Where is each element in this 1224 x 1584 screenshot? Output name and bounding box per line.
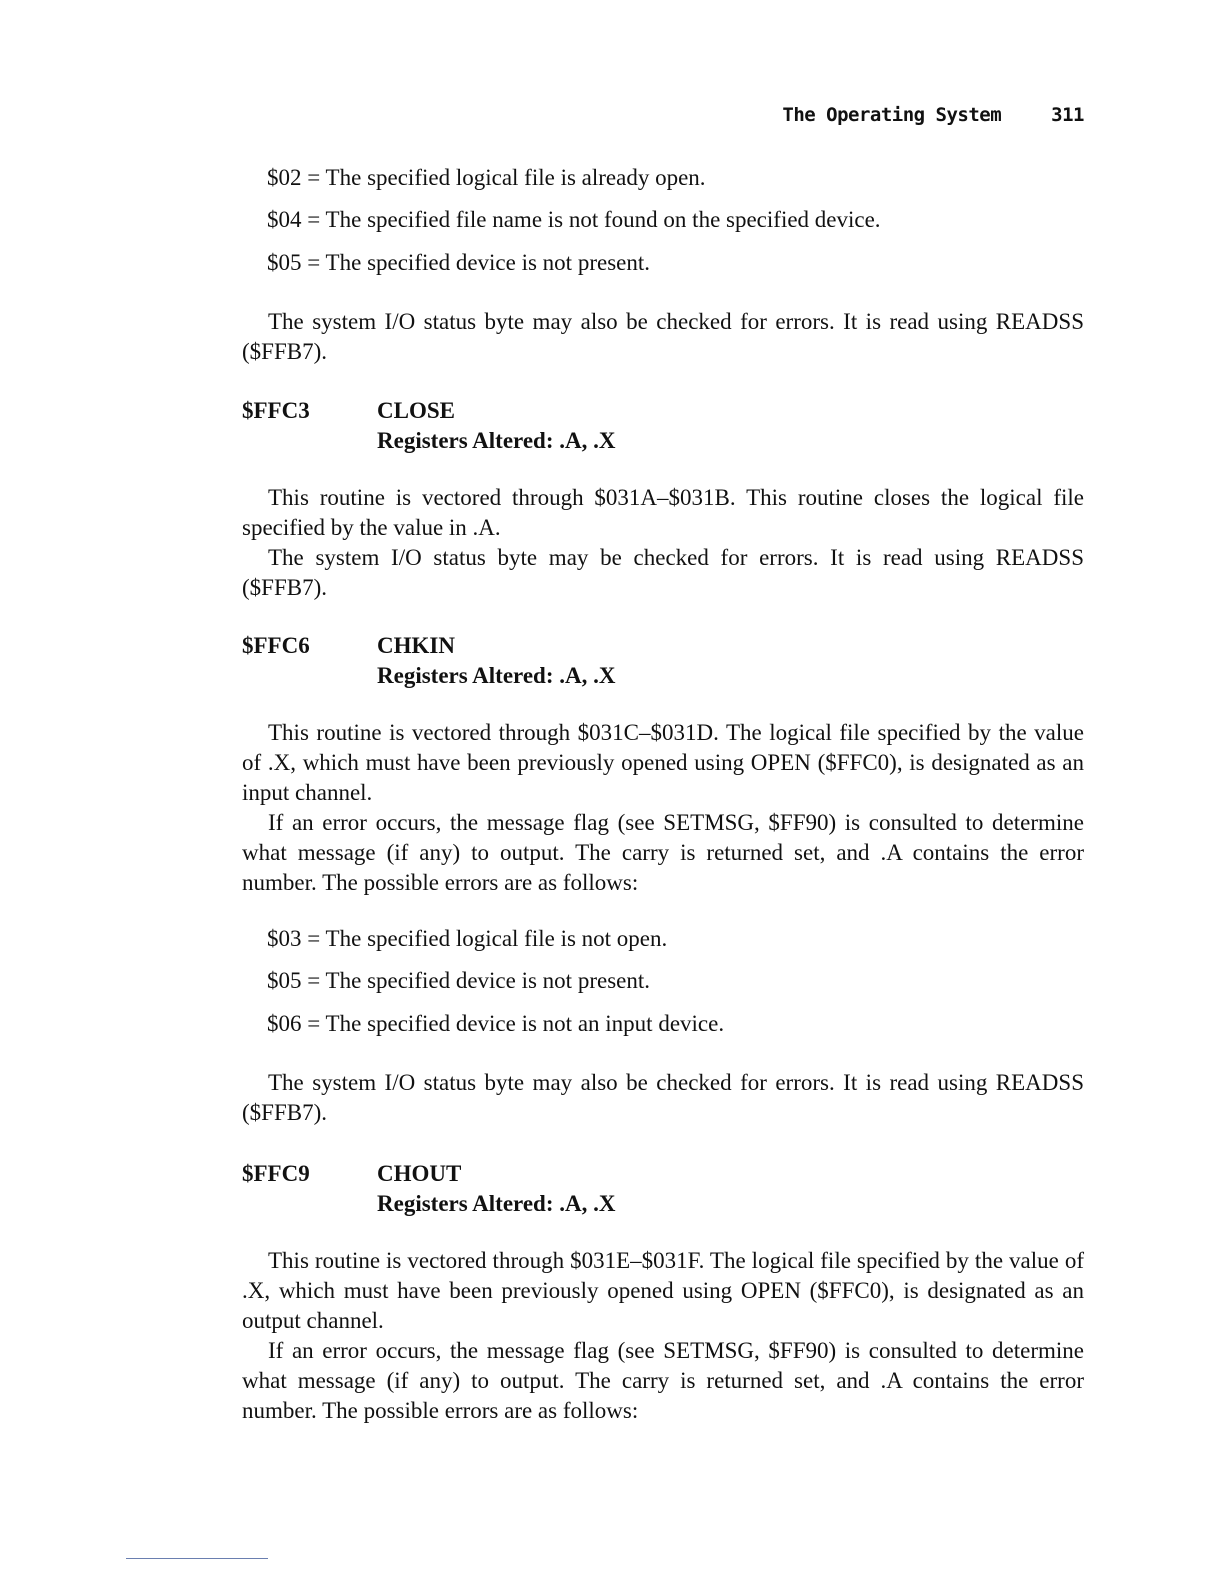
routine-name: CLOSE xyxy=(377,398,455,423)
error-line: $03 = The specified logical file is not open. xyxy=(267,926,668,951)
routine-description-close xyxy=(242,483,1084,603)
paragraph: The system I/O status byte may also be checked for errors. It is read using READSS ($FFB7). xyxy=(242,309,1084,364)
error-line: $04 = The specified file name is not found on the specified device. xyxy=(267,207,881,232)
paragraph: This routine is vectored through $031C–$031D. The logical file specified by the value of .X, which must have been previously opened using OPEN ($FFC0), is designated as an input channel. xyxy=(242,720,1084,805)
paragraph: The system I/O status byte may be checked for errors. It is read using READSS ($FFB7). xyxy=(242,545,1084,600)
registers-altered: Registers Altered: .A, .X xyxy=(377,663,616,688)
status-note xyxy=(242,1068,1084,1128)
error-line: $05 = The specified device is not present. xyxy=(267,250,650,275)
paragraph: If an error occurs, the message flag (see SETMSG, $FF90) is consulted to determine what message (if any) to output. The carry is returned set, and .A contains the error number. The possible errors are as follows: xyxy=(242,810,1084,895)
routine-name: CHOUT xyxy=(377,1161,462,1186)
error-line: $06 = The specified device is not an input device. xyxy=(267,1011,725,1036)
routine-description-chout xyxy=(242,1246,1084,1426)
status-note xyxy=(242,307,1084,367)
routine-address: $FFC3 xyxy=(242,398,310,423)
routine-description-chkin xyxy=(242,718,1084,898)
paragraph: This routine is vectored through $031A–$031B. This routine closes the logical file specified by the value in .A. xyxy=(242,485,1084,540)
routine-address: $FFC9 xyxy=(242,1161,310,1186)
error-line: $02 = The specified logical file is already open. xyxy=(267,165,706,190)
routine-name: CHKIN xyxy=(377,633,455,658)
routine-address: $FFC6 xyxy=(242,633,310,658)
footnote-rule xyxy=(126,1558,268,1559)
paragraph: The system I/O status byte may also be checked for errors. It is read using READSS ($FFB7). xyxy=(242,1070,1084,1125)
page-number: 311 xyxy=(1051,104,1084,126)
running-head xyxy=(782,104,1084,126)
paragraph: If an error occurs, the message flag (see SETMSG, $FF90) is consulted to determine what message (if any) to output. The carry is returned set, and .A contains the error number. The possible errors are as follows: xyxy=(242,1338,1084,1423)
error-line: $05 = The specified device is not present. xyxy=(267,968,650,993)
registers-altered: Registers Altered: .A, .X xyxy=(377,1191,616,1216)
registers-altered: Registers Altered: .A, .X xyxy=(377,428,616,453)
running-head-title: The Operating System xyxy=(782,104,1002,126)
paragraph: This routine is vectored through $031E–$031F. The logical file specified by the value of .X, which must have been previously opened using OPEN ($FFC0), is designated as an output channel. xyxy=(242,1248,1084,1333)
